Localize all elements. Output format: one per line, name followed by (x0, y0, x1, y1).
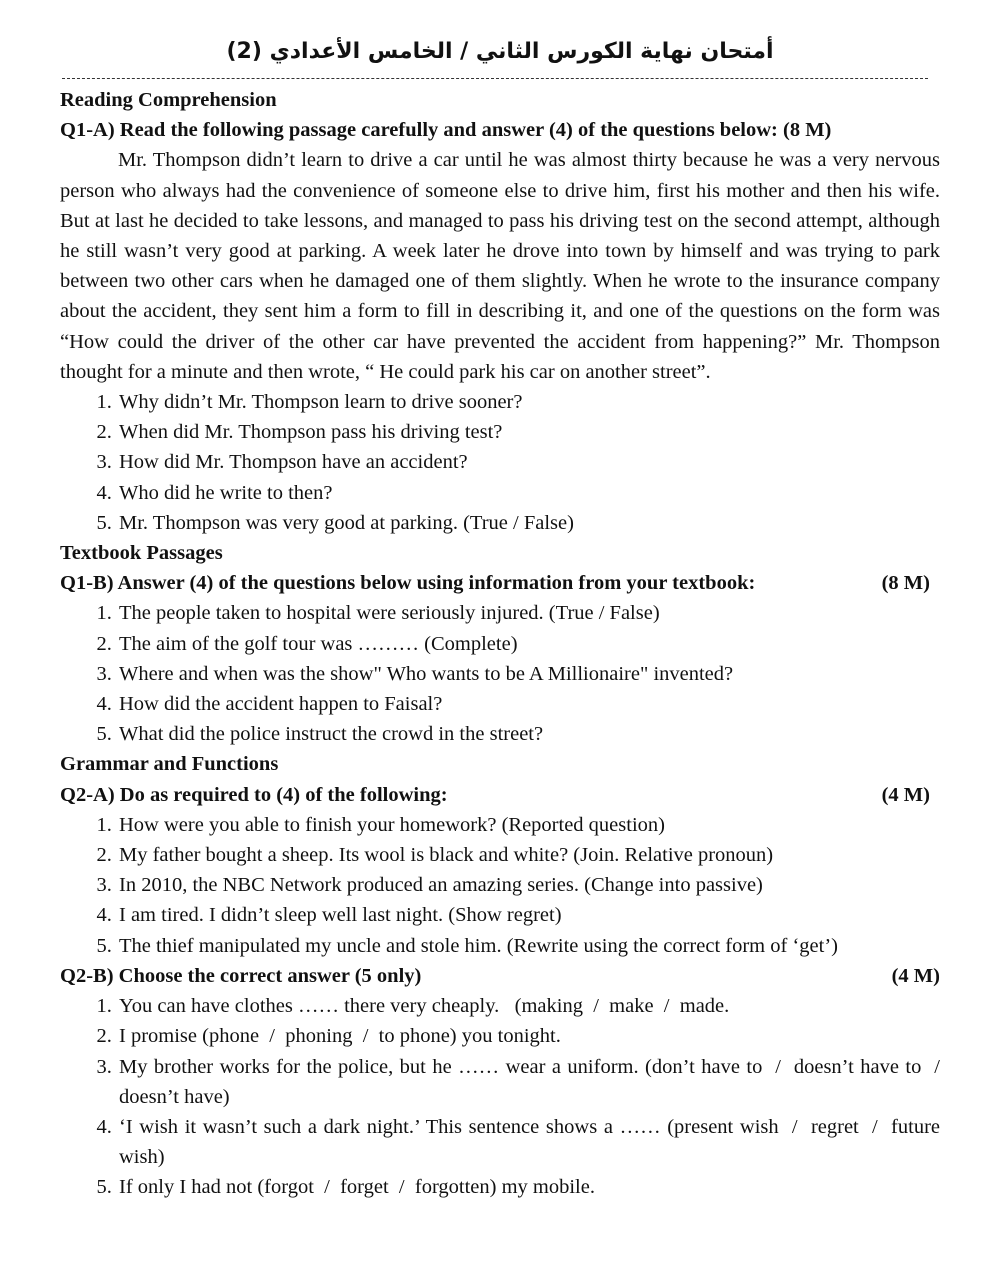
grammar-question-3: 3. In 2010, the NBC Network produced an amazing series. (Change into passive) (117, 870, 940, 900)
reading-questions (60, 387, 940, 538)
reading-passage-text: Mr. Thompson didn’t learn to drive a car until he was almost thirty because he was a very nervous person who always had the convenience of someone else to drive him, first his mother and then his wife. But at last he decided to take lessons, and managed to pass his driving test on the second attempt, although he still wasn’t very good at parking. A week later he drove into town by himself and was trying to park between two other cars when he damaged one of them slightly. When he wrote to the insurance company about the accident, they sent him a form to fill in describing it, and one of the questions on the form was “How could the driver of the other car have prevented the accident from happening?” Mr. Thompson thought for a minute and then wrote, “ He could park his car on another street”. (60, 149, 940, 383)
grammar-questions (60, 810, 940, 961)
q1b-marks: (8 M) (881, 572, 930, 595)
reading-question-2: 2. When did Mr. Thompson pass his driving test? (117, 417, 940, 447)
q2b-marks: (4 M) (891, 964, 940, 987)
reading-question-5: 5. Mr. Thompson was very good at parking. (True / False) (117, 508, 940, 538)
reading-passage (60, 145, 940, 387)
grammar-heading: Grammar and Functions (60, 753, 279, 776)
reading-heading: Reading Comprehension (60, 89, 277, 111)
grammar-question-1: 1. How were you able to finish your homework? (Reported question) (117, 810, 940, 840)
q2a-header (60, 780, 940, 810)
grammar-question-4: 4. I am tired. I didn’t sleep well last night. (Show regret) (117, 900, 940, 930)
choose-question-5: 5. If only I had not (forgot / forget / forgotten) my mobile. (117, 1172, 940, 1202)
reading-question-4: 4. Who did he write to then? (117, 478, 940, 508)
choose-question-4: 4. ‘I wish it wasn’t such a dark night.’ This sentence shows a …… (present wish / regret / future wish) (117, 1112, 940, 1172)
reading-question-1: 1. Why didn’t Mr. Thompson learn to drive sooner? (117, 387, 940, 417)
choose-question-1: 1. You can have clothes …… there very cheaply. (making / make / made. (117, 991, 940, 1021)
textbook-question-2: 2. The aim of the golf tour was ……… (Complete) (117, 629, 940, 659)
q1a-label: Q1-A) Read the following passage carefully and answer (4) of the questions below: (8 M) (60, 119, 832, 142)
exam-title: أمتحان نهاية الكورس الثاني / الخامس الأعدادي (2) (226, 39, 774, 64)
q1b-header (60, 568, 940, 598)
grammar-question-2: 2. My father bought a sheep. Its wool is black and white? (Join. Relative pronoun) (117, 840, 940, 870)
dashed-divider (62, 78, 928, 79)
textbook-question-3: 3. Where and when was the show" Who wants to be A Millionaire" invented? (117, 659, 940, 689)
q2a-label: Q2-A) Do as required to (4) of the following: (60, 783, 448, 806)
choose-questions (60, 991, 951, 1202)
q2b-header (60, 961, 940, 991)
q2a-marks: (4 M) (881, 783, 930, 806)
q2b-label: Q2-B) Choose the correct answer (5 only) (60, 964, 422, 987)
q1b-label: Q1-B) Answer (4) of the questions below using information from your textbook: (60, 572, 756, 595)
textbook-heading: Textbook Passages (60, 542, 223, 565)
textbook-question-1: 1. The people taken to hospital were seriously injured. (True / False) (117, 598, 940, 628)
choose-question-3: 3. My brother works for the police, but he …… wear a uniform. (don’t have to / doesn’t have to / doesn’t have) (117, 1052, 940, 1112)
textbook-questions (60, 598, 940, 749)
textbook-question-5: 5. What did the police instruct the crowd in the street? (117, 719, 940, 749)
reading-question-3: 3. How did Mr. Thompson have an accident? (117, 447, 940, 477)
choose-question-2: 2. I promise (phone / phoning / to phone) you tonight. (117, 1021, 940, 1051)
grammar-question-5: 5. The thief manipulated my uncle and stole him. (Rewrite using the correct form of ‘get’) (117, 931, 940, 961)
textbook-question-4: 4. How did the accident happen to Faisal? (117, 689, 940, 719)
